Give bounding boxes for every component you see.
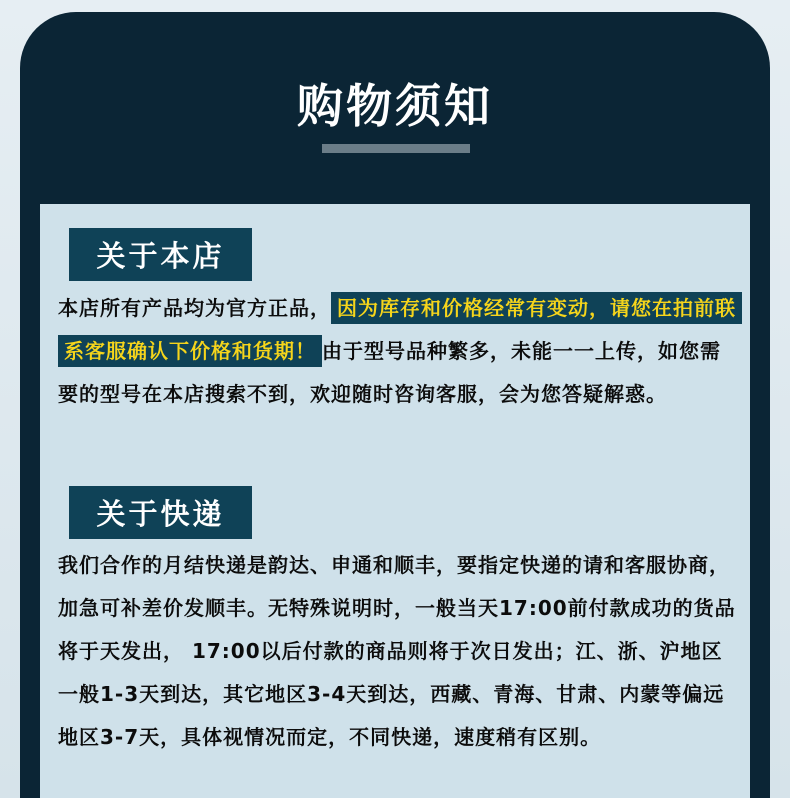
section-heading-store: 关于本店	[69, 228, 252, 281]
store-text-before: 本店所有产品均为官方正品，	[58, 296, 331, 320]
section-text-store	[58, 287, 738, 416]
title-underline	[322, 144, 470, 153]
store-text-after: 由于型号品种繁多，未能一一上传，如您需要的型号在本店搜索不到，欢迎随时咨询客服，会为您答疑解惑。	[58, 339, 721, 406]
page-title: 购物须知	[297, 79, 493, 133]
section-text-shipping: 我们合作的月结快递是韵达、申通和顺丰，要指定快递的请和客服协商，加急可补差价发顺丰。无特殊说明时，一般当天17:00前付款成功的货品将于天发出， 17:00以后付款的商品则将于次日发出；江、浙、沪地区一般1-3天到达，其它地区3-4天到达，西藏、青海、甘肃、内蒙等偏远地区3-7天，具体视情况而定，不同快递，速度稍有区别。	[58, 553, 736, 749]
store-highlight: 因为库存和价格经常有变动，请您在拍前联系客服确认下价格和货期！	[58, 292, 742, 367]
content-panel	[40, 204, 750, 798]
section-heading-shipping: 关于快递	[69, 486, 252, 539]
